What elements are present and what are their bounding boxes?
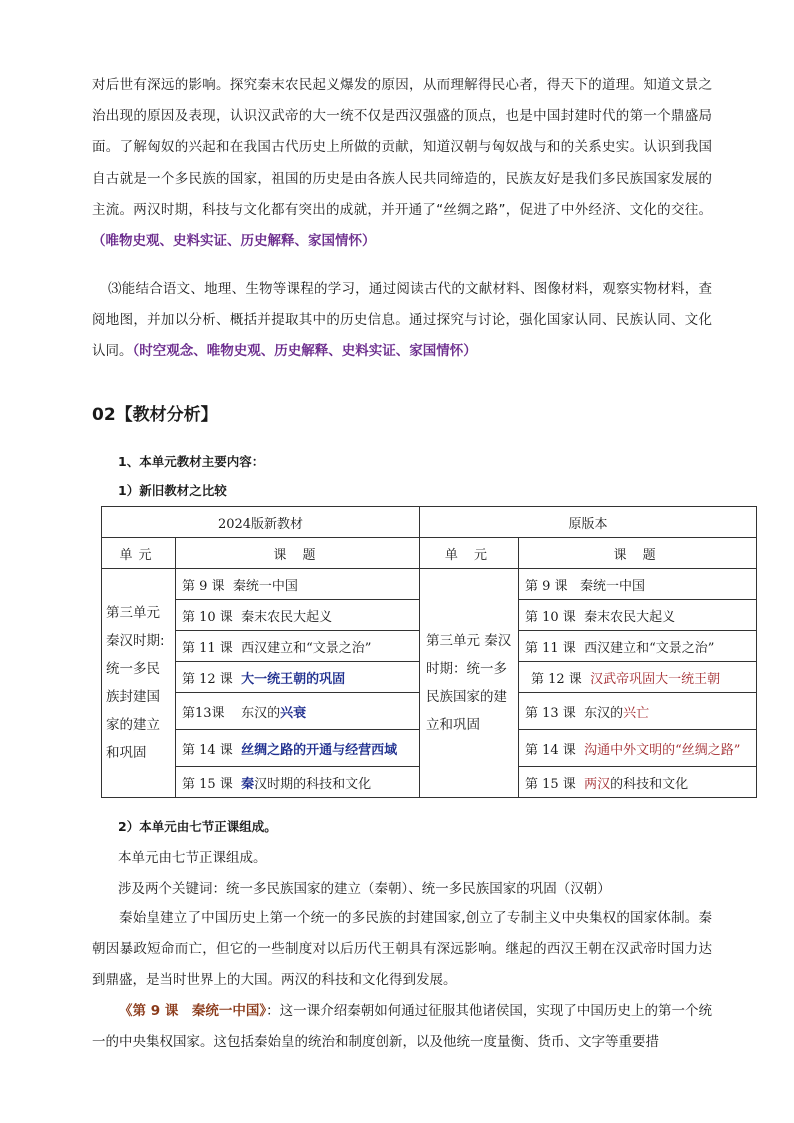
old-unit-column-header: 单 元: [420, 538, 519, 569]
changed-lesson-title: 汉武帝巩固大一统王朝: [590, 671, 721, 687]
summary-line-1: 本单元由七节正课组成。: [118, 850, 267, 866]
new-lesson-cell: [176, 693, 420, 730]
section-title: 02【教材分析】: [92, 405, 218, 425]
new-edition-header: 2024版新教材: [102, 507, 420, 538]
lesson-number: 第13课: [182, 705, 225, 721]
changed-lesson-word: 兴衰: [280, 705, 307, 721]
new-lesson-cell: [176, 631, 420, 662]
old-lesson-cell: [519, 767, 757, 798]
old-lesson-cell: [519, 569, 757, 600]
lesson-number: 第 13 课: [525, 705, 576, 721]
old-lesson-cell: [519, 631, 757, 662]
unit-overview-paragraph: 秦始皇建立了中国历史上第一个统一的多民族的封建国家,创立了专制主义中央集权的国家体制。秦朝因暴政短命而亡，但它的一些制度对以后历代王朝具有深远影响。继起的西汉王朝在汉武帝时国力达到鼎盛，是当时世界上的大国。两汉的科技和文化得到发展。: [92, 910, 712, 989]
core-literacy-tag-2: （时空观念、唯物史观、历史解释、史料实证、家国情怀）: [132, 343, 477, 360]
core-literacy-tag-1: （唯物史观、史料实证、历史解释、家国情怀）: [92, 233, 376, 250]
lesson-title: 秦末农民大起义: [241, 609, 333, 625]
changed-lesson-title: 丝绸之路的开通与经营西域: [241, 742, 398, 758]
new-lesson-column-header: 课 题: [176, 538, 420, 569]
old-unit-cell: 第三单元 秦汉时期：统一多民族国家的建立和巩固: [420, 569, 519, 798]
intro-paragraph-1-text: 对后世有深远的影响。探究秦末农民起义爆发的原因，从而理解得民心者，得天下的道理。知道文景之治出现的原因及表现，认识汉武帝的大一统不仅是西汉强盛的顶点，也是中国封建时代的第一个鼎盛局面。了解匈奴的兴起和在我国古代历史上所做的贡献，知道汉朝与匈奴战与和的关系史实。认识到我国自古就是一个多民族的国家，祖国的历史是由各族人民共同缔造的，民族友好是我们多民族国家发展的主流。两汉时期，科技与文化都有突出的成就，并开通了“丝绸之路”，促进了中外经济、文化的交往。: [92, 77, 712, 218]
lesson-title: 的科技和文化: [610, 776, 689, 792]
lesson-title: 西汉建立和“文景之治”: [584, 640, 715, 656]
new-lesson-cell: [176, 600, 420, 631]
subheading-main-content: 1、本单元教材主要内容：: [118, 454, 265, 469]
new-lesson-cell: [176, 730, 420, 767]
lesson-number: 第 10 课: [182, 609, 233, 625]
changed-lesson-word: 兴亡: [623, 705, 650, 721]
lesson-9-text: ：这一课介绍秦朝如何通过征服其他诸侯国，实现了中国历史上的第一个统一的中央集权国家。这包括秦始皇的统治和制度创新，以及他统一度量衡、货币、文字等重要措: [92, 1003, 713, 1051]
lesson-number: 第 15 课: [182, 776, 233, 792]
lesson-number: 第 9 课: [182, 578, 225, 594]
lesson-number: 第 11 课: [525, 640, 576, 656]
old-lesson-column-header: 课 题: [519, 538, 757, 569]
changed-lesson-word: 秦: [241, 776, 255, 792]
old-lesson-cell: [519, 662, 757, 693]
intro-paragraph-1: [92, 70, 712, 257]
old-lesson-cell: [519, 693, 757, 730]
lesson-title: 西汉建立和“文景之治”: [241, 640, 372, 656]
lesson-number: 第 14 课: [525, 742, 576, 758]
changed-lesson-title: 大一统王朝的巩固: [241, 671, 346, 687]
intro-paragraph-2-text: ⑶能结合语文、地理、生物等课程的学习，通过阅读古代的文献材料、图像材料，观察实物材料，查阅地图，并加以分析、概括并提取其中的历史信息。通过探究与讨论，强化国家认同、民族认同、文化认同。: [92, 281, 712, 360]
lesson-9-paragraph: [92, 996, 712, 1058]
lesson-9-title: 《第 9 课 秦统一中国》: [119, 1003, 267, 1019]
lesson-number: 第 12 课: [182, 671, 233, 687]
table-subheader-row: [102, 538, 757, 569]
new-lesson-cell: [176, 662, 420, 693]
lesson-number: 第 12 课: [531, 671, 582, 687]
textbook-comparison-table: [101, 506, 757, 798]
lesson-title: 东汉的: [584, 705, 624, 721]
subheading-seven-lessons: 2）本单元由七节正课组成。: [118, 819, 277, 834]
subheading-comparison: 1）新旧教材之比较: [118, 483, 227, 498]
old-lesson-cell: [519, 600, 757, 631]
new-lesson-cell: [176, 569, 420, 600]
summary-line-2: 涉及两个关键词：统一多民族国家的建立（秦朝）、统一多民族国家的巩固（汉朝）: [118, 881, 611, 897]
lesson-number: 第 15 课: [525, 776, 576, 792]
intro-paragraph-2: [92, 274, 712, 368]
lesson-title: 秦统一中国: [579, 578, 645, 594]
changed-lesson-title: 沟通中外文明的“丝绸之路”: [584, 742, 741, 758]
lesson-title: 秦末农民大起义: [584, 609, 676, 625]
old-edition-header: 原版本: [420, 507, 757, 538]
lesson-number: 第 9 课: [525, 578, 568, 594]
table-row: [102, 569, 757, 600]
new-unit-column-header: 单元: [102, 538, 176, 569]
lesson-number: 第 10 课: [525, 609, 576, 625]
old-lesson-cell: [519, 730, 757, 767]
new-unit-cell: 第三单元秦汉时期:统一多民族封建国家的建立和巩固: [102, 569, 176, 798]
lesson-number: 第 14 课: [182, 742, 233, 758]
lesson-number: 第 11 课: [182, 640, 233, 656]
lesson-title: 东汉的: [241, 705, 281, 721]
lesson-title: 汉时期的科技和文化: [254, 776, 372, 792]
lesson-title: 秦统一中国: [232, 578, 298, 594]
changed-lesson-word: 两汉: [584, 776, 611, 792]
new-lesson-cell: [176, 767, 420, 798]
table-header-row: [102, 507, 757, 538]
